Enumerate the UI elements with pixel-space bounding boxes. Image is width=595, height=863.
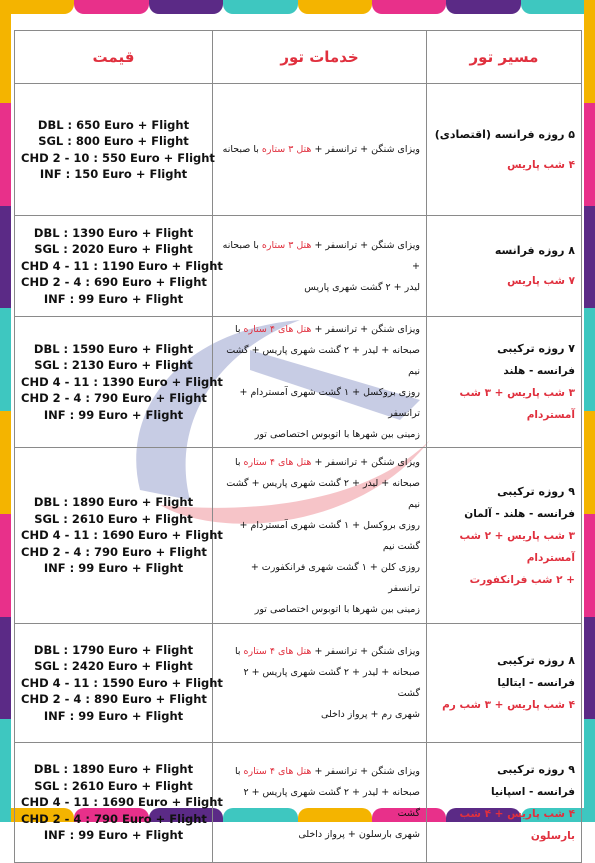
frame-segment (149, 0, 223, 14)
service-line (219, 782, 420, 824)
route-nights: ۴ شب پاریس + ۳ شب رم (442, 699, 575, 711)
route-title: ۹ روزه ترکیبی (497, 484, 575, 498)
price-line: SGL : 2020 Euro + Flight (34, 242, 193, 257)
tour-row (15, 624, 582, 743)
price-line: SGL : 2420 Euro + Flight (34, 659, 193, 674)
service-tail: با صبحانه + (222, 239, 420, 272)
route-spacer (433, 262, 575, 270)
service-text: زمینی بین شهرها با اتوبوس اختصاصی تور (254, 429, 420, 440)
decorative-frame-top (0, 0, 595, 14)
route-block (433, 240, 575, 292)
service-line (219, 557, 420, 599)
service-line (219, 424, 420, 445)
service-text: ویزای شنگن + ترانسفر + (311, 239, 420, 251)
route-title: ۵ روزه فرانسه (اقتصادی) (434, 127, 575, 141)
service-text: ویزای شنگن + ترانسفر + (311, 144, 420, 155)
price-line: CHD 2 - 4 : 790 Euro + Flight (21, 811, 207, 826)
frame-segment (584, 514, 595, 617)
price-line: DBL : 1890 Euro + Flight (33, 762, 194, 777)
route-cell (427, 624, 582, 743)
frame-segment (223, 0, 297, 14)
route-block (433, 481, 575, 591)
service-line (219, 641, 420, 662)
price-line: SGL : 2610 Euro + Flight (34, 778, 193, 793)
frame-segment (0, 617, 11, 720)
service-text: صبحانه + لیدر + ۲ گشت شهری پاریس + گشت نیم (226, 345, 420, 377)
frame-segment (584, 206, 595, 309)
price-cell (15, 84, 213, 216)
frame-segment (584, 308, 595, 411)
price-line: INF : 99 Euro + Flight (43, 407, 184, 422)
service-text: صبحانه + لیدر + ۲ گشت شهری پاریس + ۲ گشت (243, 786, 420, 819)
price-line: CHD 4 - 11 : 1590 Euro + Flight (21, 675, 223, 690)
service-line (219, 761, 420, 782)
service-line (219, 824, 420, 845)
tour-row (15, 216, 582, 317)
route-nights: ۳ شب پاریس + ۳ شب آمستردام (459, 387, 575, 421)
route-nights: + ۲ شب فرانکفورت (469, 573, 575, 586)
service-tail: با (234, 456, 244, 468)
route-cell (427, 317, 582, 448)
route-title: ۸ روزه فرانسه (494, 244, 575, 257)
service-text: ویزای شنگن + ترانسفر + (311, 765, 420, 777)
route-nights: ۷ شب پاریس (507, 275, 575, 287)
route-countries: فرانسه - اسپانیا (491, 785, 575, 798)
frame-segment (298, 0, 372, 14)
price-line: CHD 4 - 11 : 1690 Euro + Flight (21, 795, 223, 810)
price-line: CHD 4 - 11 : 1690 Euro + Flight (21, 528, 223, 543)
table-header-row (15, 31, 582, 84)
service-text: ویزای شنگن + ترانسفر + (311, 456, 420, 468)
frame-segment (584, 103, 595, 206)
route-nights: ۴ شب پاریس (507, 158, 575, 171)
frame-segment (584, 0, 595, 103)
frame-segment (584, 719, 595, 822)
frame-segment (0, 719, 11, 822)
frame-segment (0, 308, 11, 411)
service-tail: با صبحانه (222, 144, 262, 155)
services-cell (213, 216, 427, 317)
frame-segment (0, 411, 11, 514)
header-route: مسیر تور (427, 31, 582, 84)
tour-row (15, 448, 582, 624)
route-countries: فرانسه - ایتالیا (497, 677, 575, 689)
service-text: ویزای شنگن + ترانسفر + (311, 646, 420, 657)
service-text: شهری بارسلون + پرواز داخلی (298, 828, 420, 840)
route-cell (427, 448, 582, 624)
price-line: CHD 2 - 4 : 890 Euro + Flight (21, 692, 207, 707)
service-line (219, 662, 420, 704)
price-line: CHD 2 - 4 : 790 Euro + Flight (21, 544, 207, 559)
service-line (219, 704, 420, 725)
tour-price-table (14, 30, 582, 863)
service-text: صبحانه + لیدر + ۲ گشت شهری پاریس + گشت نیم (226, 477, 420, 510)
service-line (219, 473, 420, 515)
price-line: SGL : 2610 Euro + Flight (34, 511, 193, 526)
price-cell (15, 743, 223, 863)
price-line: INF : 99 Euro + Flight (43, 708, 184, 723)
price-cell (15, 216, 223, 317)
route-title: ۹ روزه ترکیبی (497, 762, 575, 776)
service-line (219, 452, 420, 473)
route-block (433, 124, 575, 176)
service-tail: با (234, 646, 244, 657)
frame-segment (0, 514, 11, 617)
service-line (219, 599, 420, 620)
route-title: ۷ روزه ترکیبی (497, 342, 575, 355)
frame-segment (0, 206, 11, 309)
service-text: شهری رم + پرواز داخلی (320, 709, 420, 720)
hotel-highlight: هتل های ۴ ستاره (243, 646, 312, 657)
frame-segment (584, 617, 595, 720)
frame-segment (0, 103, 11, 206)
service-text: روزی بروکسل + ۱ گشت شهری آمستردام + ترانسفر (239, 387, 420, 419)
price-line: DBL : 1890 Euro + Flight (33, 495, 194, 510)
route-cell (427, 216, 582, 317)
price-line: DBL : 1590 Euro + Flight (33, 341, 194, 356)
price-line: INF : 99 Euro + Flight (43, 828, 184, 843)
services-cell (213, 624, 427, 743)
frame-segment (446, 0, 520, 14)
frame-segment (74, 0, 148, 14)
route-countries: فرانسه - هلند (503, 365, 575, 377)
services-cell (213, 743, 427, 863)
frame-segment (0, 0, 74, 14)
price-cell (15, 624, 223, 743)
price-line: INF : 99 Euro + Flight (43, 561, 184, 576)
route-title: ۸ روزه ترکیبی (497, 654, 575, 667)
service-line (219, 235, 420, 277)
service-tail: با (234, 324, 244, 335)
frame-segment (372, 0, 446, 14)
hotel-highlight: هتل ۳ ستاره (261, 239, 312, 251)
decorative-frame-right (584, 0, 595, 822)
services-cell (213, 448, 427, 624)
price-cell (15, 317, 223, 448)
tour-row (15, 317, 582, 448)
service-text: روزی بروکسل + ۱ گشت شهری آمستردام + گشت نیم (239, 519, 420, 552)
route-nights: ۴ شب پاریس + ۴ شب بارسلون (459, 807, 575, 842)
service-text: ویزای شنگن + ترانسفر + (311, 324, 420, 335)
frame-segment (584, 411, 595, 514)
frame-segment (0, 0, 11, 103)
price-line: CHD 2 - 4 : 790 Euro + Flight (21, 391, 207, 406)
route-countries: فرانسه - هلند - آلمان (464, 507, 575, 520)
route-cell (427, 743, 582, 863)
service-line (219, 277, 420, 298)
price-line: SGL : 800 Euro + Flight (38, 134, 189, 148)
price-line: INF : 99 Euro + Flight (43, 291, 184, 306)
hotel-highlight: هتل ۳ ستاره (261, 144, 312, 155)
route-block (433, 338, 575, 426)
route-cell (427, 84, 582, 216)
service-line (219, 319, 420, 340)
service-line (219, 382, 420, 424)
decorative-frame-left (0, 0, 11, 822)
route-block (433, 759, 575, 847)
services-cell (213, 317, 427, 448)
price-line: CHD 4 - 11 : 1190 Euro + Flight (21, 258, 223, 273)
tour-row (15, 743, 582, 863)
service-line (219, 139, 420, 160)
hotel-highlight: هتل های ۴ ستاره (243, 456, 312, 468)
price-line: DBL : 1790 Euro + Flight (33, 642, 194, 657)
price-line: CHD 4 - 11 : 1390 Euro + Flight (21, 374, 223, 389)
price-line: INF : 150 Euro + Flight (39, 167, 188, 181)
tour-row (15, 84, 582, 216)
price-line: DBL : 1390 Euro + Flight (33, 225, 194, 240)
service-tail: با (234, 765, 244, 777)
price-line: CHD 2 - 4 : 690 Euro + Flight (21, 275, 207, 290)
hotel-highlight: هتل های ۴ ستاره (243, 324, 312, 335)
route-block (433, 650, 575, 716)
services-cell (213, 84, 427, 216)
hotel-highlight: هتل های ۴ ستاره (243, 765, 312, 777)
price-cell (15, 448, 223, 624)
route-nights: ۳ شب پاریس + ۲ شب آمستردام (459, 529, 575, 564)
price-line: DBL : 650 Euro + Flight (37, 117, 190, 132)
price-line: CHD 2 - 10 : 550 Euro + Flight (21, 150, 215, 165)
price-line: SGL : 2130 Euro + Flight (34, 358, 193, 373)
service-line (219, 515, 420, 557)
service-line (219, 340, 420, 382)
route-spacer (433, 146, 575, 154)
service-text: زمینی بین شهرها با اتوبوس اختصاصی تور (254, 603, 420, 615)
header-services: خدمات تور (213, 31, 427, 84)
service-text: لیدر + ۲ گشت شهری پاریس (304, 281, 420, 293)
service-text: روزی کلن + ۱ گشت شهری فرانکفورت + ترانسفر (250, 561, 420, 594)
header-price: قیمت (15, 31, 213, 84)
service-text: صبحانه + لیدر + ۲ گشت شهری پاریس + ۲ گشت (243, 667, 420, 699)
